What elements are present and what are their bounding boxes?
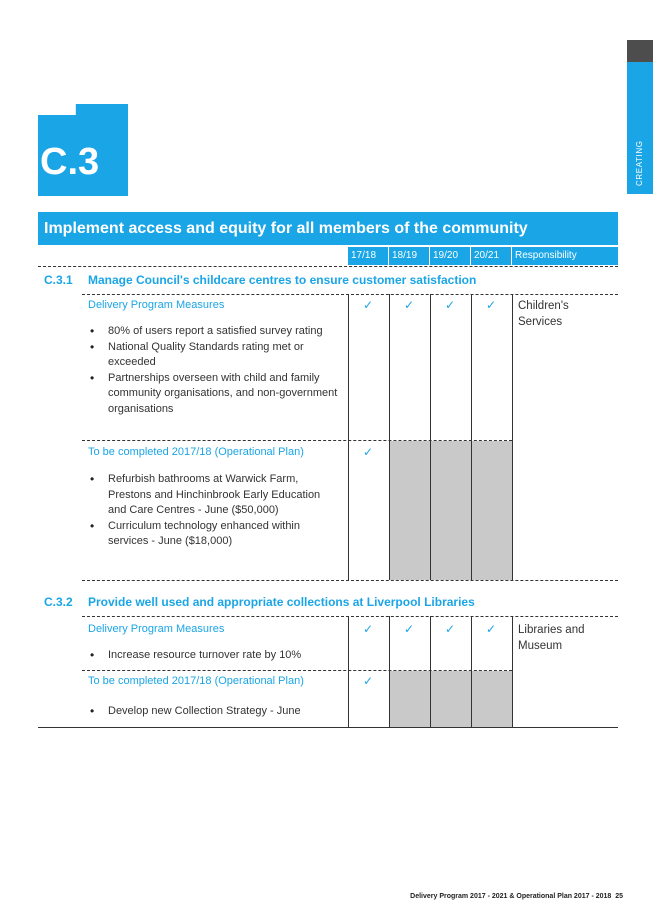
responsibility: Children's Services <box>518 300 569 328</box>
shaded-cells <box>389 671 512 727</box>
measures-label: Delivery Program Measures <box>88 623 225 635</box>
plan-label: To be completed 2017/18 (Operational Plan) <box>88 675 304 687</box>
divider <box>430 294 431 580</box>
tick-icon: ✓ <box>362 298 374 312</box>
divider <box>82 580 618 581</box>
column-header-17-18: 17/18 <box>348 247 388 265</box>
plan-label: To be completed 2017/18 (Operational Plan) <box>88 446 304 458</box>
divider <box>512 616 513 727</box>
tick-icon: ✓ <box>444 298 456 312</box>
column-header-row <box>38 246 618 267</box>
divider <box>430 616 431 727</box>
page-footer <box>410 893 623 900</box>
divider <box>348 616 349 727</box>
divider <box>471 294 472 580</box>
side-tab-cap <box>627 40 653 62</box>
item-table <box>82 294 618 580</box>
column-header-18-19: 18/19 <box>389 247 429 265</box>
bottom-rule <box>38 727 618 728</box>
column-header-19-20: 19/20 <box>430 247 470 265</box>
tick-icon: ✓ <box>444 622 456 636</box>
list-item: • 80% of users report a satisfied survey rating <box>88 324 338 340</box>
divider <box>512 294 513 580</box>
list-item: • Refurbish bathrooms at Warwick Farm, Prestons and Hinchinbrook Early Education and Care Centres - June ($50,000) <box>88 472 338 519</box>
column-header-20-21: 20/21 <box>471 247 511 265</box>
tick-icon: ✓ <box>362 674 374 688</box>
tick-icon: ✓ <box>362 622 374 636</box>
item-code: C.3.2 <box>44 595 73 609</box>
list-item: • National Quality Standards rating met or exceeded <box>88 340 338 371</box>
divider <box>82 616 618 617</box>
footer-text: Delivery Program 2017 - 2021 & Operational Plan 2017 - 2018 <box>410 893 612 900</box>
item-title: Manage Council's childcare centres to ensure customer satisfaction <box>88 273 477 287</box>
divider <box>348 294 349 580</box>
measures-list <box>88 324 338 417</box>
divider <box>389 616 390 727</box>
measures-label: Delivery Program Measures <box>88 299 225 311</box>
item-title: Provide well used and appropriate collections at Liverpool Libraries <box>88 595 475 609</box>
column-header-responsibility: Responsibility <box>512 247 618 265</box>
divider <box>82 294 618 295</box>
divider <box>389 294 390 580</box>
list-item: • Develop new Collection Strategy - June <box>88 704 338 720</box>
tick-icon: ✓ <box>485 298 497 312</box>
list-item: • Increase resource turnover rate by 10% <box>88 648 338 664</box>
responsibility: Libraries and Museum <box>518 624 585 652</box>
tick-icon: ✓ <box>403 622 415 636</box>
list-item: • Curriculum technology enhanced within services - June ($18,000) <box>88 519 338 550</box>
item-code: C.3.1 <box>44 273 73 287</box>
divider <box>471 616 472 727</box>
section-title: Implement access and equity for all members of the community <box>38 212 618 245</box>
tick-icon: ✓ <box>403 298 415 312</box>
plan-list <box>88 704 338 720</box>
side-tab-label: CREATING CONNECTION <box>635 126 662 186</box>
item-heading <box>44 271 476 289</box>
side-tab <box>627 40 662 194</box>
section-code: C.3 <box>40 141 100 183</box>
plan-list <box>88 472 338 550</box>
tick-icon: ✓ <box>362 445 374 459</box>
item-heading <box>44 593 475 611</box>
item-table <box>82 616 618 727</box>
page-number: 25 <box>615 893 623 900</box>
measures-list <box>88 648 338 664</box>
list-item: • Partnerships overseen with child and family community organisations, and non-government organisations <box>88 371 338 418</box>
tick-icon: ✓ <box>485 622 497 636</box>
shaded-cells <box>389 441 512 580</box>
